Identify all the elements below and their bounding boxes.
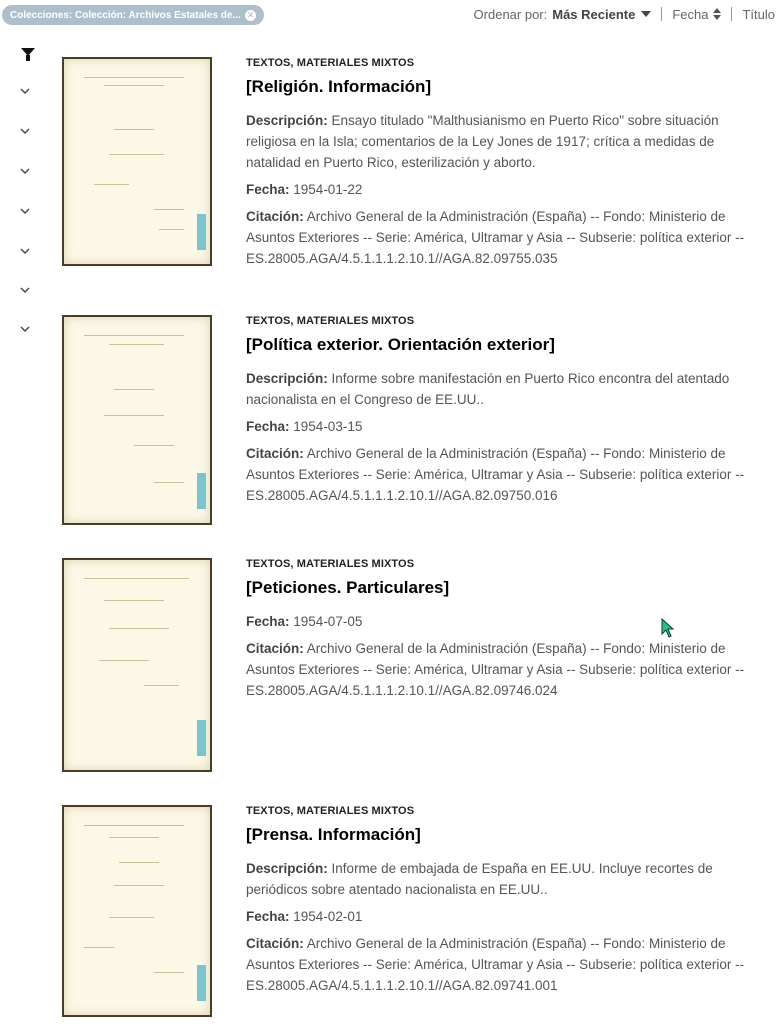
chevron-down-icon[interactable]: [19, 323, 31, 335]
sort-label: Ordenar por:: [473, 6, 548, 22]
result-citation: Citación: Archivo General de la Administración (España) -- Fondo: Ministerio de Asuntos Exteriores -- Serie: América, Ultramar y Asia -- Subserie: política exterior -- ES.28005.AGA/4.5.1.1.1.2.10.1//AGA.82.09741.001: [246, 936, 745, 993]
result-title[interactable]: [Política exterior. Orientación exterior]: [246, 335, 555, 354]
document-thumbnail[interactable]: [62, 805, 212, 1017]
chevron-down-icon[interactable]: [19, 85, 31, 97]
result-title[interactable]: [Prensa. Información]: [246, 825, 421, 844]
chevron-down-icon[interactable]: [19, 125, 31, 137]
result-citation: Citación: Archivo General de la Administración (España) -- Fondo: Ministerio de Asuntos Exteriores -- Serie: América, Ultramar y Asia -- Subserie: política exterior -- ES.28005.AGA/4.5.1.1.1.2.10.1//AGA.82.09750.016: [246, 446, 745, 503]
result-date: Fecha: 1954-01-22: [246, 182, 363, 197]
document-thumbnail[interactable]: [62, 558, 212, 772]
chevron-down-icon[interactable]: [641, 11, 651, 17]
result-date: Fecha: 1954-03-15: [246, 419, 363, 434]
divider: [731, 7, 732, 21]
result-description: Descripción: Informe de embajada de España en EE.UU. Incluye recortes de periódicos sobre atentado nacionalista en EE.UU..: [246, 861, 713, 897]
chevron-down-icon[interactable]: [19, 284, 31, 296]
result-date: Fecha: 1954-07-05: [246, 614, 363, 629]
chevron-down-icon[interactable]: [19, 165, 31, 177]
result-description: Descripción: Informe sobre manifestación en Puerto Rico encontra del atentado nacionalista en el Congreso de EE.UU..: [246, 371, 730, 407]
result-citation: Citación: Archivo General de la Administración (España) -- Fondo: Ministerio de Asuntos Exteriores -- Serie: América, Ultramar y Asia -- Subserie: política exterior -- ES.28005.AGA/4.5.1.1.1.2.10.1//AGA.82.09755.035: [246, 209, 745, 266]
chevron-down-icon[interactable]: [19, 245, 31, 257]
result-citation: Citación: Archivo General de la Administración (España) -- Fondo: Ministerio de Asuntos Exteriores -- Serie: América, Ultramar y Asia -- Subserie: política exterior -- ES.28005.AGA/4.5.1.1.1.2.10.1//AGA.82.09746.024: [246, 641, 745, 698]
sort-updown-icon[interactable]: [713, 8, 721, 20]
result-type: TEXTOS, MATERIALES MIXTOS: [246, 315, 415, 327]
sort-bar: [474, 5, 775, 23]
sort-option-titulo[interactable]: Título: [742, 6, 775, 22]
document-thumbnail[interactable]: [62, 315, 212, 525]
filter-chip-label: Colecciones: Colección: Archivos Estatales de...: [10, 9, 241, 21]
funnel-icon[interactable]: [21, 48, 35, 56]
divider: [661, 7, 662, 21]
document-thumbnail[interactable]: [62, 57, 212, 266]
result-type: TEXTOS, MATERIALES MIXTOS: [246, 805, 415, 817]
result-type: TEXTOS, MATERIALES MIXTOS: [246, 558, 415, 570]
result-title[interactable]: [Religión. Información]: [246, 77, 432, 96]
close-icon[interactable]: ✕: [246, 9, 255, 20]
sort-dropdown[interactable]: Más Reciente: [552, 6, 636, 22]
result-type: TEXTOS, MATERIALES MIXTOS: [246, 57, 415, 69]
chevron-down-icon[interactable]: [19, 205, 31, 217]
sort-option-fecha[interactable]: Fecha: [672, 6, 709, 22]
active-filter-chip[interactable]: [2, 5, 264, 25]
result-title[interactable]: [Peticiones. Particulares]: [246, 578, 450, 597]
mouse-cursor-icon: [661, 618, 675, 643]
result-date: Fecha: 1954-02-01: [246, 909, 363, 924]
result-description: Descripción: Ensayo titulado "Malthusianismo en Puerto Rico" sobre situación religiosa en la Isla; comentarios de la Ley Jones de 1917; crítica a medidas de natalidad en Puerto Rico, esterilización y aborto.: [246, 113, 719, 170]
